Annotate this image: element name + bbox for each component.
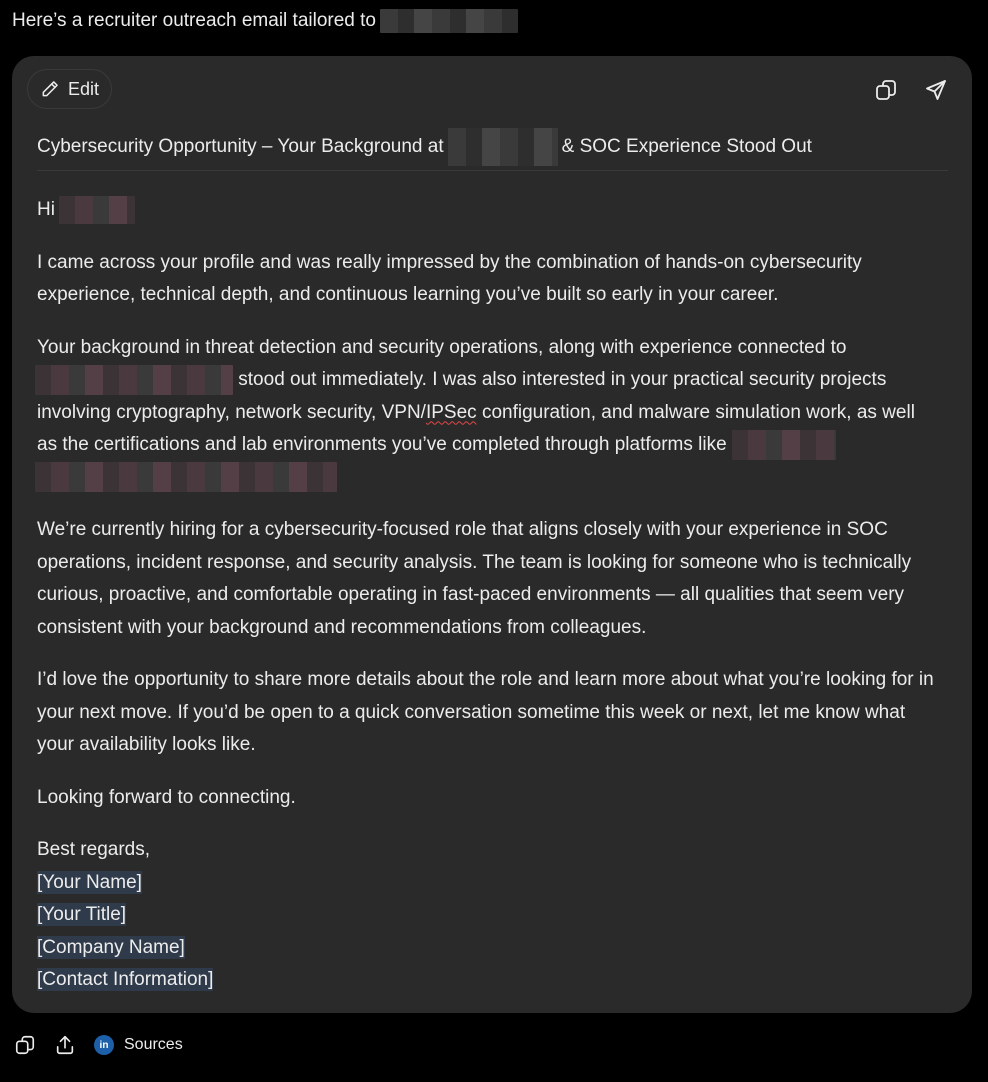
signature-title: [Your Title] — [37, 904, 127, 925]
closing-line: Best regards, — [37, 839, 150, 860]
linkedin-icon: in — [94, 1035, 114, 1055]
signature-contact: [Contact Information] — [37, 969, 214, 990]
redacted-employer — [35, 365, 233, 395]
p2-end: configuration, and malware simulation work, as well as the certifications and lab environments you’ve completed through platforms like — [37, 401, 915, 455]
greeting — [37, 194, 937, 227]
redacted-platforms-2 — [35, 462, 337, 492]
paragraph-request: I’d love the opportunity to share more details about the role and learn more about what you’re looking for in your next move. If you’d be open to a quick conversation sometime this week or next, let me know what your availability looks like. — [37, 669, 934, 755]
share-icon[interactable] — [54, 1034, 76, 1056]
pencil-icon — [40, 79, 60, 99]
email-body[interactable] — [37, 194, 937, 997]
subject-text-start: Cybersecurity Opportunity – Your Background at — [37, 136, 444, 157]
email-subject — [37, 128, 812, 166]
edit-button[interactable] — [27, 69, 112, 109]
email-draft-card — [12, 56, 972, 1013]
signature-block — [37, 834, 937, 997]
paragraph-background — [37, 332, 937, 495]
signature-company: [Company Name] — [37, 936, 185, 958]
send-icon[interactable] — [924, 78, 948, 102]
redacted-recipient — [59, 196, 135, 224]
edit-label: Edit — [68, 78, 100, 99]
intro-message — [12, 9, 518, 33]
copy-icon[interactable] — [14, 1034, 36, 1056]
paragraph-closing: Looking forward to connecting. — [37, 786, 296, 808]
paragraph-role: We’re currently hiring for a cybersecurity-focused role that aligns closely with your experience in SOC operations, incident response, and security analysis. The team is looking for someone who is technically curious, proactive, and comfortable operating in fast-paced environments — all qualities that seem very consistent with your background and recommendations from colleagues. — [37, 519, 912, 638]
sources-button[interactable] — [94, 1035, 183, 1055]
redacted-company — [448, 128, 558, 166]
subject-text-end: & SOC Experience Stood Out — [561, 136, 812, 157]
p2-start: Your background in threat detection and security operations, along with experience connected to — [37, 336, 847, 358]
paragraph-intro: I came across your profile and was really impressed by the combination of hands-on cybersecurity experience, technical depth, and continuous learning you’ve built so early in your career. — [37, 251, 862, 305]
greeting-text: Hi — [37, 199, 55, 220]
copy-icon[interactable] — [874, 78, 898, 102]
spellcheck-word: IPSec — [425, 401, 477, 423]
sources-label: Sources — [124, 1036, 183, 1053]
redacted-name — [380, 9, 518, 33]
p2-mid: stood out immediately. I was also interested in your practical security projects involving cryptography, network security, VPN/ — [37, 369, 887, 423]
message-actions — [14, 1034, 183, 1056]
redacted-platforms — [732, 430, 836, 460]
subject-divider — [37, 170, 948, 171]
intro-text: Here’s a recruiter outreach email tailored to — [12, 10, 376, 31]
signature-name: [Your Name] — [37, 871, 142, 893]
